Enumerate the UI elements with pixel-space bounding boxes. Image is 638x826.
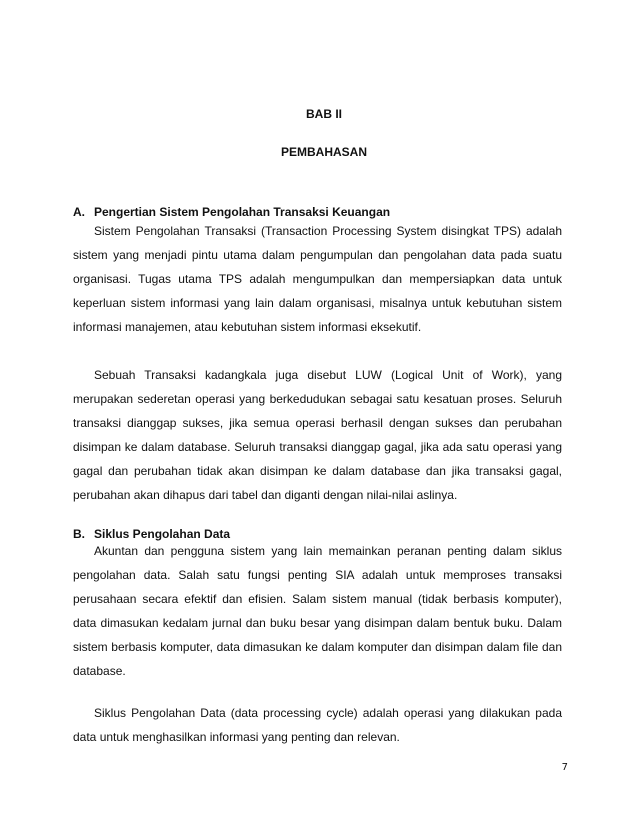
section-title: Pengertian Sistem Pengolahan Transaksi Keuangan (94, 205, 391, 219)
section-letter: A. (73, 205, 85, 219)
paragraph: Sebuah Transaksi kadangkala juga disebut LUW (Logical Unit of Work), yang merupakan sederetan operasi yang berkedudukan sebagai satu kesatuan proses. Seluruh transaksi dianggap sukses, jika semua operasi berhasil dengan sukses dan perubahan disimpan ke dalam database. Seluruh transaksi dianggap gagal, jika ada satu operasi yang gagal dan perubahan tidak akan disimpan ke dalam database dan jika transaksi gagal, perubahan akan dihapus dari tabel dan diganti dengan nilai-nilai aslinya. (73, 368, 562, 502)
section-title: Siklus Pengolahan Data (94, 527, 231, 541)
paragraph: Sistem Pengolahan Transaksi (Transaction Processing System disingkat TPS) adalah sistem yang menjadi pintu utama dalam pengumpulan dan pengolahan data pada suatu organisasi. Tugas utama TPS adalah mengumpulkan dan mempersiapkan data untuk keperluan sistem informasi yang lain dalam organisasi, misalnya untuk kebutuhan sistem informasi manajemen, atau kebutuhan sistem informasi eksekutif. (73, 224, 562, 334)
chapter-title: PEMBAHASAN (280, 145, 367, 159)
chapter-number: BAB II (306, 107, 342, 121)
paragraph: Siklus Pengolahan Data (data processing cycle) adalah operasi yang dilakukan pada data untuk menghasilkan informasi yang penting dan relevan. (73, 706, 562, 744)
section-heading-a (73, 205, 390, 219)
section-letter: B. (73, 527, 85, 541)
paragraph: Akuntan dan pengguna sistem yang lain memainkan peranan penting dalam siklus pengolahan data. Salah satu fungsi penting SIA adalah untuk memproses transaksi perusahaan secara efektif dan efisien. Salam sistem manual (tidak berbasis komputer), data dimasukan kedalam jurnal dan buku besar yang disimpan dalam bentuk buku. Dalam sistem berbasis komputer, data dimasukan ke dalam komputer dan disimpan dalam file dan database. (73, 544, 562, 678)
page-number: 7 (561, 762, 568, 773)
